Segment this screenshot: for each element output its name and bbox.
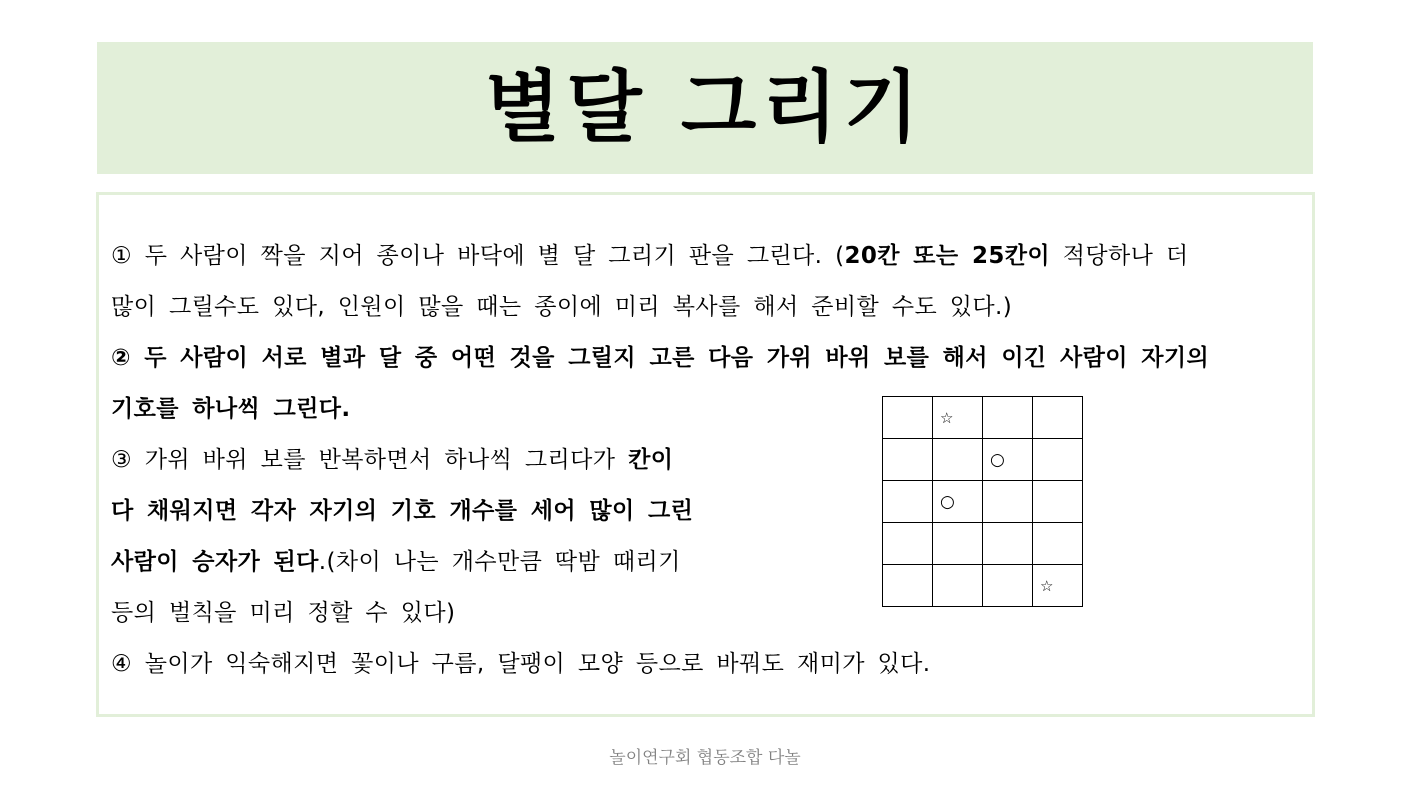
rule-1-line-1: [111, 231, 1189, 282]
rule-3-line-4: 등의 벌칙을 미리 정할 수 있다): [111, 600, 456, 626]
rule-3-line-1: [111, 435, 673, 486]
board-row: [883, 397, 1083, 439]
star-moon-board: [882, 396, 1083, 607]
board-cell: [983, 397, 1033, 439]
rule-3-bold: 칸이: [628, 447, 674, 473]
board-cell: [883, 397, 933, 439]
moon-mark: ○: [990, 449, 1005, 470]
rule-3-bold-winner: 사람이 승자가 된다: [111, 549, 319, 575]
star-mark: ☆: [940, 408, 954, 427]
board-cell: [1033, 397, 1083, 439]
rule-1-text: ① 두 사람이 짝을 지어 종이나 바닥에 별 달 그리기 판을 그린다. (: [111, 243, 845, 269]
board-row: [883, 439, 1083, 481]
board-cell: [933, 565, 983, 607]
rule-4: ④ 놀이가 익숙해지면 꽃이나 구름, 달팽이 모양 등으로 바꿔도 재미가 있다.: [111, 651, 931, 677]
page-title: 별달 그리기: [485, 63, 925, 153]
rule-3-line-3: [111, 537, 681, 588]
rules-box: [96, 192, 1315, 717]
rule-1-bold: 20칸 또는 25칸이: [844, 243, 1050, 269]
rule-2-line-1: ② 두 사람이 서로 별과 달 중 어떤 것을 그릴지 고른 다음 가위 바위 보를 해서 이긴 사람이 자기의: [111, 345, 1210, 371]
board-cell: [883, 523, 933, 565]
rule-3-line-2: 다 채워지면 각자 자기의 기호 개수를 세어 많이 그린: [111, 498, 694, 524]
board-cell: [883, 481, 933, 523]
board-cell: [1033, 439, 1083, 481]
rule-3-penalty: .(차이 나는 개수만큼 딱밤 때리기: [318, 549, 681, 575]
board-row: [883, 523, 1083, 565]
moon-mark: ○: [940, 491, 955, 512]
board-cell: [1033, 523, 1083, 565]
board-cell: [983, 523, 1033, 565]
board-cell: [933, 397, 983, 439]
board-cell: [983, 481, 1033, 523]
rule-1-text-end: 적당하나 더: [1050, 243, 1189, 269]
board-row: [883, 565, 1083, 607]
board-cell: [983, 565, 1033, 607]
footer-credit: 놀이연구회 협동조합 다놀: [609, 748, 801, 768]
rule-1-line-2: 많이 그릴수도 있다, 인원이 많을 때는 종이에 미리 복사를 해서 준비할 수도 있다.): [111, 294, 1013, 320]
board-cell: [883, 565, 933, 607]
rule-3-text: ③ 가위 바위 보를 반복하면서 하나씩 그리다가: [111, 447, 629, 473]
board-row: [883, 481, 1083, 523]
title-banner: [97, 42, 1313, 174]
board-cell: [933, 439, 983, 481]
rule-2-line-2: 기호를 하나씩 그린다.: [111, 396, 351, 422]
board-cell: [983, 439, 1033, 481]
board-cell: [933, 523, 983, 565]
board-cell: [1033, 481, 1083, 523]
board-cell: [883, 439, 933, 481]
board-cell: [933, 481, 983, 523]
star-mark: ☆: [1040, 576, 1054, 595]
board-cell: [1033, 565, 1083, 607]
